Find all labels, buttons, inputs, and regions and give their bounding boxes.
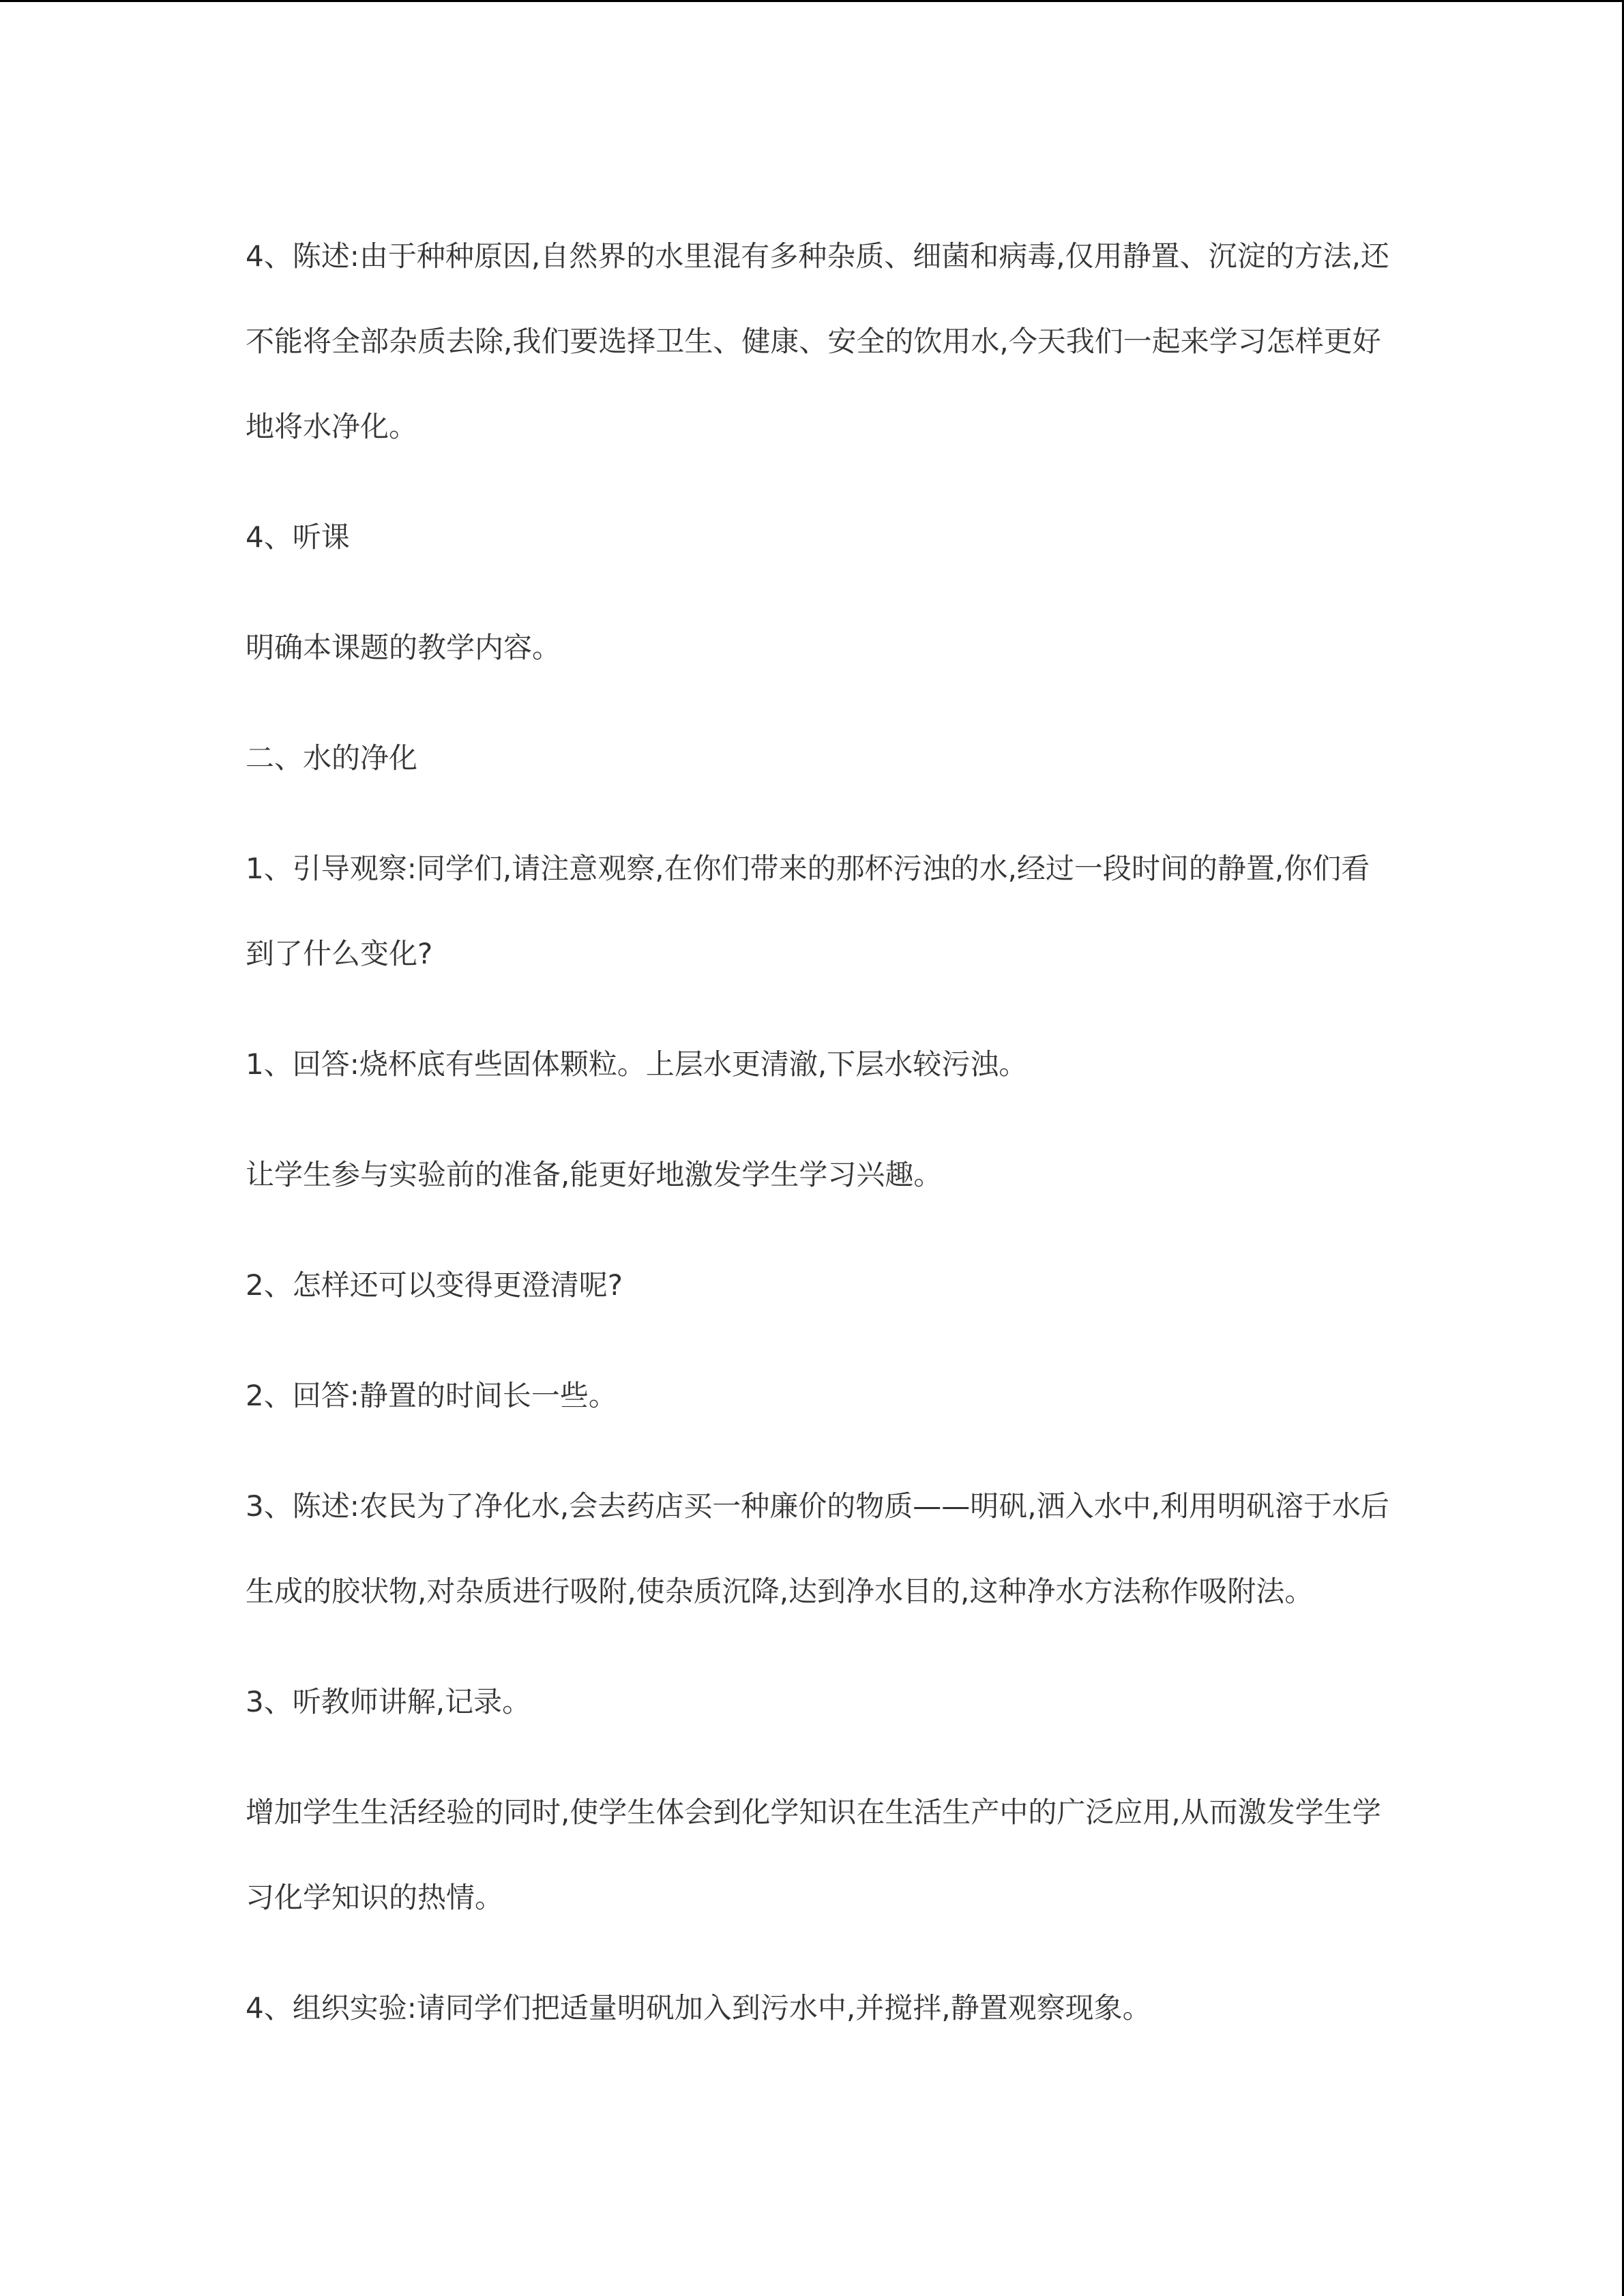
paragraph-experiment: 4、组织实验:请同学们把适量明矾加入到污水中,并搅拌,静置观察现象。 — [246, 1991, 1151, 2025]
paragraph-objective: 明确本课题的教学内容。 — [246, 631, 561, 664]
paragraph-listen: 4、听课 — [246, 520, 350, 554]
paragraph-guide-observe: 1、引导观察:同学们,请注意观察,在你们带来的那杯污浊的水,经过一段时间的静置,你们看到了什么变化? — [246, 852, 1370, 970]
paragraph-answer-2: 2、回答:静置的时间长一些。 — [246, 1379, 617, 1412]
paragraph-experience: 增加学生生活经验的同时,使学生体会到化学知识在生活生产中的广泛应用,从而激发学生学习化学知识的热情。 — [246, 1795, 1381, 1914]
paragraph-statement-3: 3、陈述:农民为了净化水,会去药店买一种廉价的物质——明矾,洒入水中,利用明矾溶于水后生成的胶状物,对杂质进行吸附,使杂质沉降,达到净水目的,这种净水方法称作吸附法。 — [246, 1489, 1389, 1608]
paragraph-listen-record: 3、听教师讲解,记录。 — [246, 1685, 531, 1718]
paragraph-answer-1: 1、回答:烧杯底有些固体颗粒。上层水更清澈,下层水较污浊。 — [246, 1047, 1028, 1081]
document-body — [246, 213, 1391, 2076]
paragraph-interest: 让学生参与实验前的准备,能更好地激发学生学习兴趣。 — [246, 1158, 943, 1191]
paragraph-question-2: 2、怎样还可以变得更澄清呢? — [246, 1268, 623, 1302]
section-heading-water-purification: 二、水的净化 — [246, 741, 418, 775]
paragraph-statement-4: 4、陈述:由于种种原因,自然界的水里混有多种杂质、细菌和病毒,仅用静置、沉淀的方法,还不能将全部杂质去除,我们要选择卫生、健康、安全的饮用水,今天我们一起来学习怎样更好地将水净化。 — [246, 239, 1389, 443]
